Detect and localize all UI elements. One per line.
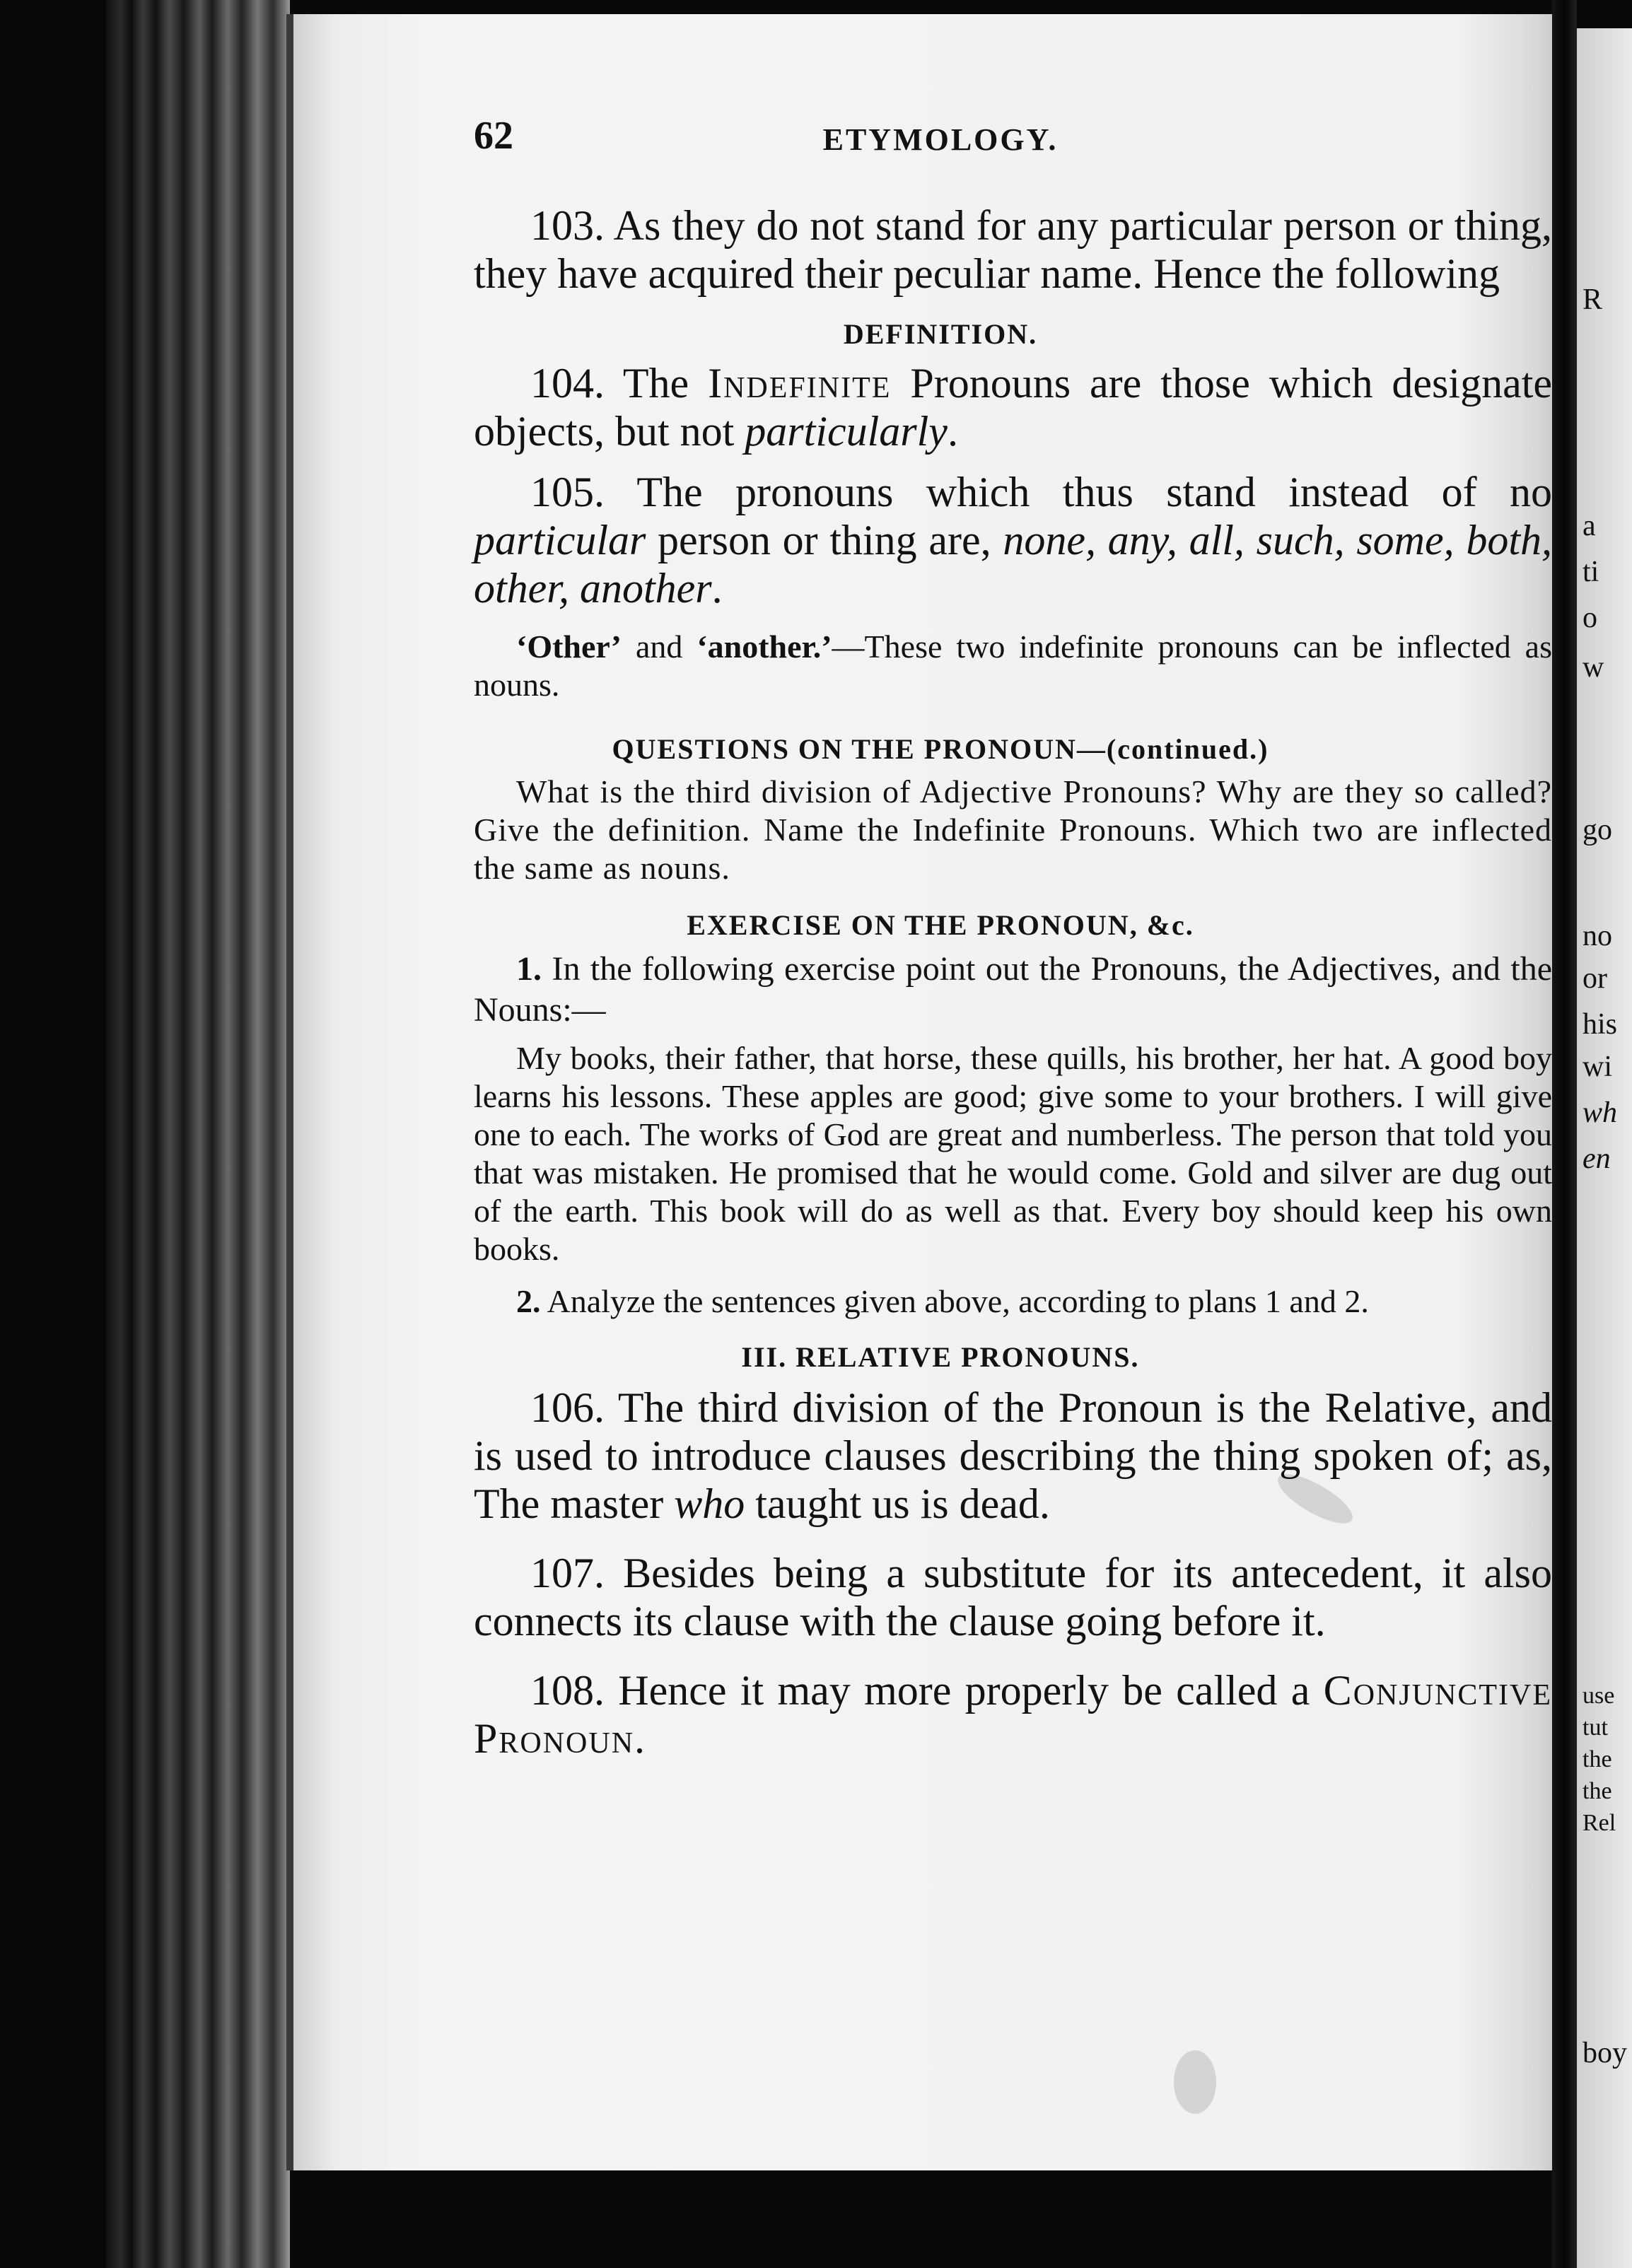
facing-fragment: w	[1583, 651, 1604, 684]
p104-text-a: The	[622, 360, 689, 407]
p104-text-b: Pronouns are those which designate objects, but not	[474, 360, 1553, 455]
p105-pronoun-list: none, any, all, such, some, both, other, another	[474, 517, 1552, 612]
facing-page-edge	[1577, 28, 1632, 2268]
facing-fragment: wh	[1583, 1097, 1618, 1129]
facing-fragment: go	[1583, 814, 1612, 846]
note-term-b: ‘another.’	[696, 629, 832, 665]
paragraph-107: 107. Besides being a substitute for its antecedent, it also connects its clause with the clause going before it.	[474, 1550, 1552, 1644]
relative-pronouns-heading: III. RELATIVE PRONOUNS.	[741, 1341, 1140, 1373]
p104-emphasis: particularly	[745, 408, 948, 455]
exercise-1-instruction	[474, 949, 1552, 1031]
exercise-1-number: 1.	[516, 950, 542, 988]
p106-emphasis: who	[674, 1480, 745, 1527]
facing-fragment: Rel	[1583, 1810, 1616, 1836]
note-and: and	[635, 629, 683, 665]
exercise-heading: EXERCISE ON THE PRONOUN, &c.	[687, 909, 1194, 941]
running-head: ETYMOLOGY.	[822, 122, 1059, 157]
facing-fragment: his	[1583, 1008, 1618, 1041]
p108-term: Conjunctive Pronoun.	[474, 1667, 1553, 1762]
paragraph-105	[474, 468, 1552, 612]
note-text: —These two indefinite pronouns can be inflected as nouns.	[474, 629, 1553, 703]
p106-text-a: 106. The third division of the Pronoun is the Relative, and is used to introduce clauses describing the thing spoken of; as, The master	[474, 1384, 1552, 1527]
note-other-another	[474, 628, 1552, 704]
facing-fragment: a	[1583, 510, 1596, 542]
facing-fragment: en	[1583, 1142, 1611, 1175]
page-header	[474, 113, 1552, 163]
p105-text-a: 105. The pronouns which thus stand instead of no	[530, 469, 1552, 515]
exercise-2-text: Analyze the sentences given above, according to plans 1 and 2.	[547, 1283, 1369, 1319]
p104-term: Indefinite	[708, 360, 892, 407]
paragraph-104	[474, 359, 1552, 455]
note-term-a: ‘Other’	[516, 629, 622, 665]
exercise-2	[474, 1282, 1552, 1321]
facing-fragment: use	[1583, 1683, 1615, 1709]
facing-fragment: o	[1583, 602, 1597, 634]
book-gutter	[1552, 0, 1577, 2268]
facing-fragment: the	[1583, 1778, 1612, 1804]
facing-fragment: ti	[1583, 556, 1599, 588]
page-number: 62	[474, 114, 513, 158]
p105-end: .	[711, 565, 723, 612]
exercise-1-text: In the following exercise point out the Pronouns, the Adjectives, and the Nouns:—	[474, 950, 1553, 1029]
definition-heading: DEFINITION.	[843, 318, 1038, 350]
p104-end: .	[947, 408, 958, 455]
paragraph-108	[474, 1666, 1552, 1763]
facing-fragment: or	[1583, 962, 1607, 995]
questions-heading: QUESTIONS ON THE PRONOUN—(continued.)	[612, 733, 1269, 765]
paragraph-103: 103. As they do not stand for any particular person or thing, they have acquired their peculiar name. Hence the following	[474, 202, 1552, 297]
exercise-1-body: My books, their father, that horse, these quills, his brother, her hat. A good boy learns his lessons. These apples are good; give some to your brothers. I will give one to each. The works of God are great and numberless. The person that told you that was mistaken. He promised that he would come. Gold and silver are dug out of the earth. This book will do as well as that. Every boy should keep his own books.	[474, 1040, 1552, 1267]
p104-number: 104.	[530, 360, 605, 407]
facing-fragment: R	[1583, 284, 1603, 316]
p106-text-b: taught us is dead.	[755, 1480, 1050, 1527]
facing-fragment: boy	[1583, 2037, 1627, 2069]
facing-fragment: wi	[1583, 1051, 1612, 1083]
scan-smudge	[1174, 2050, 1216, 2114]
facing-fragment: the	[1583, 1746, 1612, 1772]
facing-fragment: tut	[1583, 1714, 1608, 1741]
p105-text-b: person or thing are,	[658, 517, 991, 563]
exercise-2-number: 2.	[516, 1283, 541, 1319]
p105-emphasis: particular	[474, 517, 646, 563]
facing-fragment: no	[1583, 920, 1612, 952]
paragraph-106	[474, 1384, 1552, 1528]
p108-text: 108. Hence it may more properly be called a	[530, 1667, 1310, 1714]
book-page-edges	[106, 0, 290, 2268]
questions-text: What is the third division of Adjective Pronouns? Why are they so called? Give the definition. Name the Indefinite Pronouns. Which two are inflected the same as nouns.	[474, 773, 1552, 886]
